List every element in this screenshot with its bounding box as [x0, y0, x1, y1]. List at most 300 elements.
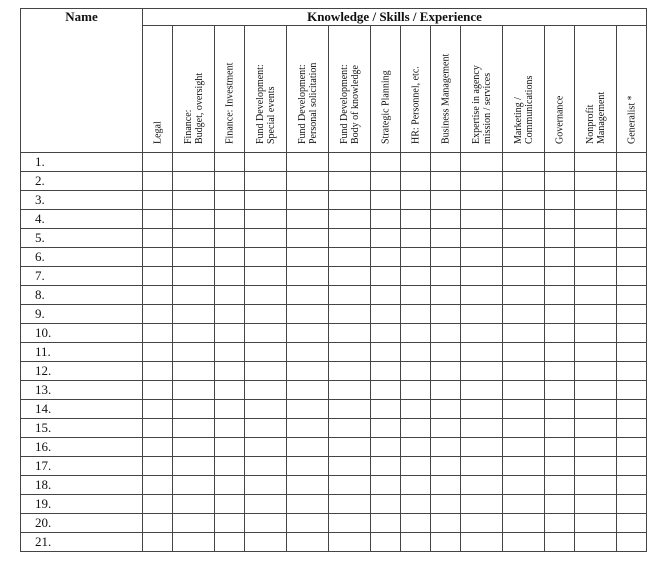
skill-cell[interactable]	[143, 172, 173, 191]
skill-cell[interactable]	[575, 324, 617, 343]
skill-cell[interactable]	[143, 267, 173, 286]
skill-cell[interactable]	[215, 400, 245, 419]
skill-cell[interactable]	[173, 533, 215, 552]
skill-cell[interactable]	[401, 210, 431, 229]
skill-cell[interactable]	[287, 305, 329, 324]
skill-cell[interactable]	[461, 419, 503, 438]
skill-cell[interactable]	[371, 438, 401, 457]
skill-cell[interactable]	[287, 533, 329, 552]
skill-cell[interactable]	[215, 248, 245, 267]
skill-cell[interactable]	[617, 457, 647, 476]
skill-cell[interactable]	[401, 229, 431, 248]
skill-cell[interactable]	[461, 400, 503, 419]
skill-cell[interactable]	[329, 172, 371, 191]
skill-cell[interactable]	[575, 229, 617, 248]
skill-cell[interactable]	[215, 495, 245, 514]
skill-cell[interactable]	[329, 400, 371, 419]
skill-cell[interactable]	[245, 400, 287, 419]
skill-cell[interactable]	[503, 362, 545, 381]
skill-cell[interactable]	[371, 267, 401, 286]
skill-cell[interactable]	[401, 172, 431, 191]
skill-cell[interactable]	[545, 495, 575, 514]
skill-cell[interactable]	[617, 343, 647, 362]
skill-cell[interactable]	[401, 305, 431, 324]
skill-cell[interactable]	[287, 514, 329, 533]
skill-cell[interactable]	[617, 248, 647, 267]
skill-cell[interactable]	[617, 286, 647, 305]
skill-cell[interactable]	[215, 229, 245, 248]
skill-cell[interactable]	[431, 457, 461, 476]
skill-cell[interactable]	[401, 400, 431, 419]
skill-cell[interactable]	[287, 210, 329, 229]
skill-cell[interactable]	[575, 457, 617, 476]
skill-cell[interactable]	[215, 362, 245, 381]
skill-cell[interactable]	[371, 191, 401, 210]
skill-cell[interactable]	[431, 381, 461, 400]
skill-cell[interactable]	[329, 153, 371, 172]
skill-cell[interactable]	[173, 495, 215, 514]
skill-cell[interactable]	[431, 419, 461, 438]
skill-cell[interactable]	[215, 172, 245, 191]
skill-cell[interactable]	[143, 305, 173, 324]
skill-cell[interactable]	[431, 343, 461, 362]
skill-cell[interactable]	[575, 362, 617, 381]
skill-cell[interactable]	[245, 438, 287, 457]
column-header-label: Marketing / Communications	[512, 75, 535, 144]
skill-cell[interactable]	[617, 514, 647, 533]
skill-cell[interactable]	[461, 457, 503, 476]
skill-cell[interactable]	[503, 419, 545, 438]
skill-cell[interactable]	[575, 248, 617, 267]
skill-cell[interactable]	[461, 343, 503, 362]
skill-cell[interactable]	[329, 514, 371, 533]
skill-cell[interactable]	[173, 153, 215, 172]
skill-cell[interactable]	[173, 438, 215, 457]
skill-cell[interactable]	[215, 343, 245, 362]
skill-cell[interactable]	[545, 457, 575, 476]
skill-cell[interactable]	[617, 495, 647, 514]
skill-cell[interactable]	[245, 210, 287, 229]
column-header-label: Fund Development: Personal solicitation	[296, 62, 319, 144]
skill-cell[interactable]	[575, 210, 617, 229]
skill-cell[interactable]	[143, 191, 173, 210]
skill-cell[interactable]	[215, 514, 245, 533]
skill-cell[interactable]	[503, 495, 545, 514]
skill-cell[interactable]	[575, 172, 617, 191]
skill-cell[interactable]	[401, 381, 431, 400]
skill-cell[interactable]	[329, 267, 371, 286]
skill-cell[interactable]	[431, 324, 461, 343]
skill-cell[interactable]	[215, 457, 245, 476]
skill-cell[interactable]	[173, 324, 215, 343]
skill-cell[interactable]	[545, 210, 575, 229]
skill-cell[interactable]	[329, 381, 371, 400]
skill-cell[interactable]	[215, 191, 245, 210]
skill-cell[interactable]	[329, 286, 371, 305]
skill-cell[interactable]	[371, 172, 401, 191]
skill-cell[interactable]	[401, 419, 431, 438]
skill-cell[interactable]	[575, 381, 617, 400]
skill-cell[interactable]	[401, 495, 431, 514]
skill-cell[interactable]	[287, 495, 329, 514]
skill-cell[interactable]	[431, 362, 461, 381]
skill-cell[interactable]	[503, 229, 545, 248]
skill-cell[interactable]	[245, 476, 287, 495]
skill-cell[interactable]	[215, 324, 245, 343]
skill-cell[interactable]	[545, 191, 575, 210]
skill-cell[interactable]	[245, 533, 287, 552]
skill-cell[interactable]	[143, 438, 173, 457]
skill-cell[interactable]	[329, 476, 371, 495]
skill-cell[interactable]	[461, 438, 503, 457]
skill-cell[interactable]	[143, 248, 173, 267]
skill-cell[interactable]	[245, 191, 287, 210]
skill-cell[interactable]	[503, 153, 545, 172]
skill-cell[interactable]	[617, 191, 647, 210]
skill-cell[interactable]	[173, 400, 215, 419]
skill-cell[interactable]	[173, 381, 215, 400]
skill-cell[interactable]	[173, 248, 215, 267]
skill-cell[interactable]	[287, 381, 329, 400]
skill-cell[interactable]	[287, 324, 329, 343]
skill-cell[interactable]	[461, 210, 503, 229]
skill-cell[interactable]	[401, 191, 431, 210]
skill-cell[interactable]	[617, 438, 647, 457]
skill-cell[interactable]	[431, 438, 461, 457]
skill-cell[interactable]	[431, 495, 461, 514]
skill-cell[interactable]	[245, 362, 287, 381]
skill-cell[interactable]	[371, 343, 401, 362]
skill-cell[interactable]	[503, 172, 545, 191]
skill-cell[interactable]	[245, 495, 287, 514]
skill-cell[interactable]	[215, 210, 245, 229]
skill-cell[interactable]	[287, 267, 329, 286]
skill-cell[interactable]	[617, 210, 647, 229]
skill-cell[interactable]	[461, 533, 503, 552]
skill-cell[interactable]	[143, 343, 173, 362]
skill-cell[interactable]	[503, 457, 545, 476]
skill-cell[interactable]	[503, 514, 545, 533]
skill-cell[interactable]	[575, 191, 617, 210]
skill-cell[interactable]	[143, 362, 173, 381]
skill-cell[interactable]	[545, 438, 575, 457]
skill-cell[interactable]	[143, 495, 173, 514]
skill-cell[interactable]	[431, 286, 461, 305]
skill-cell[interactable]	[143, 514, 173, 533]
skill-cell[interactable]	[215, 381, 245, 400]
skill-cell[interactable]	[245, 172, 287, 191]
skill-cell[interactable]	[215, 267, 245, 286]
skill-cell[interactable]	[173, 286, 215, 305]
skill-cell[interactable]	[329, 305, 371, 324]
skill-cell[interactable]	[503, 248, 545, 267]
skill-cell[interactable]	[545, 324, 575, 343]
skill-cell[interactable]	[287, 248, 329, 267]
skill-cell[interactable]	[617, 324, 647, 343]
skill-cell[interactable]	[575, 305, 617, 324]
skill-cell[interactable]	[503, 305, 545, 324]
skill-cell[interactable]	[371, 324, 401, 343]
skill-cell[interactable]	[245, 419, 287, 438]
skill-cell[interactable]	[401, 343, 431, 362]
skill-cell[interactable]	[245, 229, 287, 248]
skill-cell[interactable]	[503, 286, 545, 305]
skill-cell[interactable]	[371, 514, 401, 533]
skill-cell[interactable]	[143, 533, 173, 552]
skill-cell[interactable]	[173, 343, 215, 362]
skill-cell[interactable]	[143, 400, 173, 419]
skill-cell[interactable]	[371, 495, 401, 514]
skill-cell[interactable]	[503, 476, 545, 495]
skill-cell[interactable]	[575, 400, 617, 419]
skill-cell[interactable]	[575, 514, 617, 533]
skill-cell[interactable]	[575, 438, 617, 457]
skill-cell[interactable]	[545, 362, 575, 381]
skill-cell[interactable]	[329, 191, 371, 210]
skill-cell[interactable]	[329, 324, 371, 343]
skill-cell[interactable]	[287, 476, 329, 495]
skill-cell[interactable]	[401, 514, 431, 533]
skill-cell[interactable]	[143, 210, 173, 229]
name-column-header	[21, 9, 143, 153]
skill-cell[interactable]	[287, 400, 329, 419]
skill-cell[interactable]	[173, 476, 215, 495]
skill-cell[interactable]	[401, 362, 431, 381]
table-row	[21, 305, 647, 324]
skill-cell[interactable]	[431, 305, 461, 324]
skill-cell[interactable]	[545, 419, 575, 438]
skill-cell[interactable]	[215, 286, 245, 305]
skill-cell[interactable]	[575, 286, 617, 305]
skill-cell[interactable]	[575, 267, 617, 286]
skill-cell[interactable]	[287, 419, 329, 438]
skill-cell[interactable]	[143, 419, 173, 438]
skill-cell[interactable]	[545, 153, 575, 172]
skill-cell[interactable]	[173, 191, 215, 210]
skill-cell[interactable]	[287, 457, 329, 476]
skill-cell[interactable]	[287, 438, 329, 457]
skill-cell[interactable]	[143, 476, 173, 495]
skill-cell[interactable]	[287, 362, 329, 381]
skill-cell[interactable]	[173, 229, 215, 248]
skill-cell[interactable]	[545, 381, 575, 400]
skill-cell[interactable]	[431, 153, 461, 172]
skill-cell[interactable]	[287, 191, 329, 210]
skill-cell[interactable]	[173, 210, 215, 229]
skill-cell[interactable]	[461, 153, 503, 172]
skill-cell[interactable]	[617, 267, 647, 286]
skill-cell[interactable]	[173, 172, 215, 191]
skill-cell[interactable]	[545, 267, 575, 286]
skill-cell[interactable]	[287, 153, 329, 172]
skill-cell[interactable]	[431, 267, 461, 286]
skill-cell[interactable]	[431, 514, 461, 533]
skill-cell[interactable]	[371, 533, 401, 552]
skill-cell[interactable]	[215, 305, 245, 324]
skill-cell[interactable]	[371, 457, 401, 476]
skill-cell[interactable]	[401, 153, 431, 172]
skill-cell[interactable]	[245, 248, 287, 267]
skill-cell[interactable]	[545, 476, 575, 495]
skill-cell[interactable]	[545, 172, 575, 191]
skill-cell[interactable]	[245, 153, 287, 172]
skill-cell[interactable]	[215, 438, 245, 457]
skill-cell[interactable]	[143, 457, 173, 476]
skill-cell[interactable]	[575, 343, 617, 362]
skill-cell[interactable]	[431, 191, 461, 210]
skill-cell[interactable]	[401, 438, 431, 457]
skill-cell[interactable]	[617, 172, 647, 191]
skill-cell[interactable]	[287, 229, 329, 248]
skill-cell[interactable]	[545, 533, 575, 552]
skill-cell[interactable]	[371, 362, 401, 381]
skill-cell[interactable]	[371, 229, 401, 248]
skill-cell[interactable]	[371, 476, 401, 495]
skill-cell[interactable]	[173, 305, 215, 324]
skill-cell[interactable]	[329, 438, 371, 457]
skill-cell[interactable]	[431, 248, 461, 267]
skill-cell[interactable]	[143, 229, 173, 248]
table-row	[21, 476, 647, 495]
skill-cell[interactable]	[245, 514, 287, 533]
skill-cell[interactable]	[575, 419, 617, 438]
skill-cell[interactable]	[461, 476, 503, 495]
skill-cell[interactable]	[143, 286, 173, 305]
skill-cell[interactable]	[617, 229, 647, 248]
skill-cell[interactable]	[617, 305, 647, 324]
skill-cell[interactable]	[143, 153, 173, 172]
skill-cell[interactable]	[545, 229, 575, 248]
skill-cell[interactable]	[173, 419, 215, 438]
skill-cell[interactable]	[329, 248, 371, 267]
skill-cell[interactable]	[371, 419, 401, 438]
skill-cell[interactable]	[371, 153, 401, 172]
skill-cell[interactable]	[329, 457, 371, 476]
skill-cell[interactable]	[245, 457, 287, 476]
skill-cell[interactable]	[461, 362, 503, 381]
skill-cell[interactable]	[461, 381, 503, 400]
skill-cell[interactable]	[173, 267, 215, 286]
skill-cell[interactable]	[329, 343, 371, 362]
skill-cell[interactable]	[215, 419, 245, 438]
skill-cell[interactable]	[329, 533, 371, 552]
skill-cell[interactable]	[503, 533, 545, 552]
skill-cell[interactable]	[431, 533, 461, 552]
skill-cell[interactable]	[461, 286, 503, 305]
skill-cell[interactable]	[617, 533, 647, 552]
skill-cell[interactable]	[431, 172, 461, 191]
skill-cell[interactable]	[173, 457, 215, 476]
skill-cell[interactable]	[287, 343, 329, 362]
skill-cell[interactable]	[401, 286, 431, 305]
column-header-label: HR: Personnel, etc.	[410, 66, 421, 144]
skill-cell[interactable]	[617, 476, 647, 495]
skill-cell[interactable]	[461, 229, 503, 248]
skill-cell[interactable]	[245, 381, 287, 400]
skill-cell[interactable]	[401, 324, 431, 343]
skill-cell[interactable]	[401, 533, 431, 552]
skill-cell[interactable]	[431, 400, 461, 419]
skill-cell[interactable]	[617, 400, 647, 419]
skill-cell[interactable]	[401, 457, 431, 476]
skill-cell[interactable]	[143, 381, 173, 400]
skill-cell[interactable]	[545, 400, 575, 419]
skill-cell[interactable]	[371, 305, 401, 324]
skill-cell[interactable]	[503, 324, 545, 343]
skill-cell[interactable]	[461, 172, 503, 191]
skill-cell[interactable]	[461, 305, 503, 324]
skill-cell[interactable]	[575, 533, 617, 552]
skill-cell[interactable]	[461, 514, 503, 533]
skill-cell[interactable]	[245, 267, 287, 286]
skill-cell[interactable]	[503, 267, 545, 286]
skill-cell[interactable]	[401, 248, 431, 267]
skill-cell[interactable]	[245, 305, 287, 324]
skill-cell[interactable]	[545, 343, 575, 362]
skill-cell[interactable]	[575, 153, 617, 172]
skill-cell[interactable]	[173, 362, 215, 381]
skill-cell[interactable]	[575, 476, 617, 495]
skill-cell[interactable]	[617, 153, 647, 172]
skill-cell[interactable]	[617, 381, 647, 400]
skill-cell[interactable]	[329, 419, 371, 438]
skill-cell[interactable]	[575, 495, 617, 514]
skill-cell[interactable]	[401, 267, 431, 286]
skill-cell[interactable]	[329, 495, 371, 514]
skill-cell[interactable]	[329, 229, 371, 248]
skill-cell[interactable]	[287, 286, 329, 305]
skill-cell[interactable]	[461, 191, 503, 210]
skill-cell[interactable]	[329, 362, 371, 381]
skill-cell[interactable]	[545, 514, 575, 533]
skill-cell[interactable]	[371, 400, 401, 419]
skill-cell[interactable]	[461, 324, 503, 343]
skill-cell[interactable]	[245, 324, 287, 343]
skill-cell[interactable]	[371, 248, 401, 267]
skill-cell[interactable]	[503, 343, 545, 362]
skill-cell[interactable]	[371, 286, 401, 305]
skill-cell[interactable]	[545, 305, 575, 324]
skill-cell[interactable]	[329, 210, 371, 229]
skill-cell[interactable]	[461, 495, 503, 514]
skill-cell[interactable]	[503, 438, 545, 457]
skill-cell[interactable]	[215, 153, 245, 172]
skill-cell[interactable]	[173, 514, 215, 533]
skill-cell[interactable]	[215, 476, 245, 495]
skill-cell[interactable]	[545, 248, 575, 267]
skill-cell[interactable]	[371, 381, 401, 400]
skill-cell[interactable]	[245, 286, 287, 305]
skill-cell[interactable]	[431, 476, 461, 495]
skill-cell[interactable]	[431, 229, 461, 248]
skill-cell[interactable]	[503, 210, 545, 229]
skill-cell[interactable]	[461, 248, 503, 267]
skill-cell[interactable]	[461, 267, 503, 286]
skill-cell[interactable]	[617, 419, 647, 438]
skill-cell[interactable]	[245, 343, 287, 362]
skill-cell[interactable]	[143, 324, 173, 343]
skill-cell[interactable]	[503, 400, 545, 419]
skill-cell[interactable]	[371, 210, 401, 229]
skill-cell[interactable]	[401, 476, 431, 495]
skill-cell[interactable]	[431, 210, 461, 229]
skill-cell[interactable]	[287, 172, 329, 191]
skill-cell[interactable]	[545, 286, 575, 305]
skill-cell[interactable]	[503, 381, 545, 400]
skill-cell[interactable]	[215, 533, 245, 552]
skill-cell[interactable]	[503, 191, 545, 210]
skill-cell[interactable]	[617, 362, 647, 381]
